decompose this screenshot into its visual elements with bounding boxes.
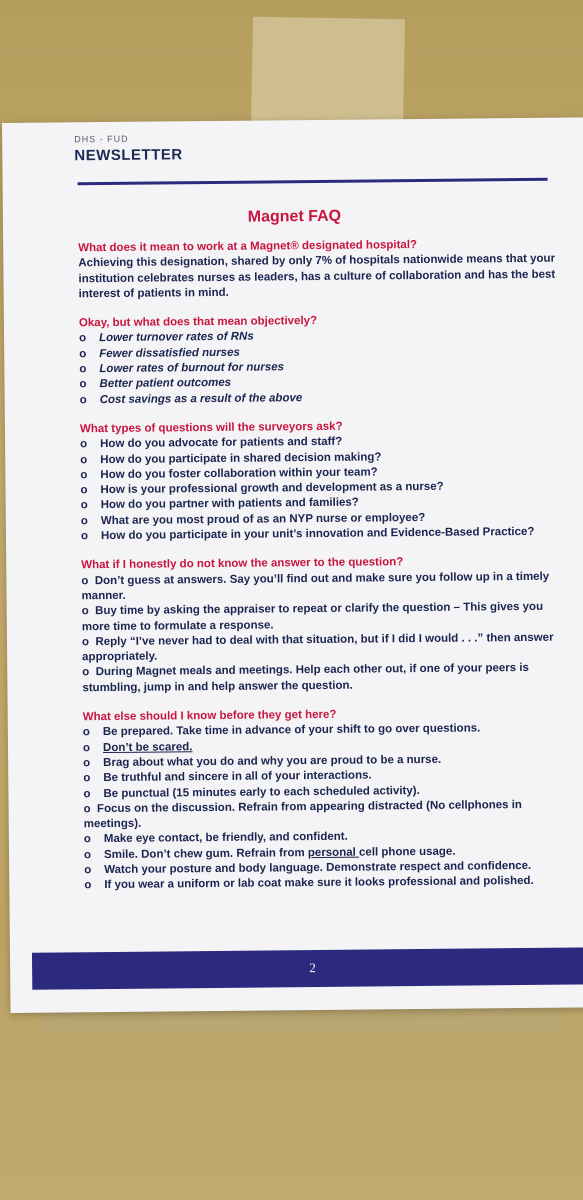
list-item: o How do you partner with patients and families? — [80, 497, 359, 512]
list-item: o Lower rates of burnout for nurses — [79, 361, 285, 376]
header-rule — [78, 178, 548, 186]
list-item: o How do you advocate for patients and staff? — [80, 436, 343, 451]
list-item: o Buy time by asking the appraiser to repeat or clarify the question – This gives you more time to formulate a response. — [81, 601, 544, 633]
list-item: o If you wear a uniform or lab coat make sure it looks professional and polished. — [84, 875, 534, 892]
list-item: o Focus on the discussion. Refrain from appearing distracted (No cellphones in meetings). — [83, 798, 522, 831]
list-item: o During Magnet meals and meetings. Help each other out, if one of your peers is stumbling, jump in and help answer the question. — [82, 662, 529, 694]
footer-bar — [32, 947, 583, 989]
faq-section-unknown-answer — [81, 554, 570, 696]
list-item: o Lower turnover rates of RNs — [79, 331, 254, 345]
list-item: o How do you participate in shared decision making? — [80, 450, 382, 466]
page-title: Magnet FAQ — [247, 207, 342, 226]
list-item: o Smile. Don’t chew gum. Refrain from personal cell phone usage. — [83, 845, 456, 861]
list-item: o How do you participate in your unit’s innovation and Evidence-Based Practice? — [80, 525, 535, 543]
masthead-department: DHS - FUD — [74, 133, 129, 145]
masthead-title: NEWSLETTER — [74, 146, 183, 165]
faq-answer: Achieving this designation, shared by only 7% of hospitals nationwide means that your institution celebrates nurses as leaders, has a culture of collaboration and has the best interest of patients in mind. — [78, 252, 556, 301]
faq-question: What else should I know before they get here? — [82, 708, 337, 724]
faq-section-surveyor-questions — [80, 418, 569, 545]
faq-section-designation — [78, 237, 567, 303]
list-item: o What are you most proud of as an NYP nurse or employee? — [80, 511, 426, 528]
list-item: o How do you foster collaboration within your team? — [80, 466, 378, 482]
page-number: 2 — [309, 960, 316, 976]
list-item: o Brag about what you do and why you are proud to be a nurse. — [83, 753, 442, 770]
list-item: o Be punctual (15 minutes early to each scheduled activity). — [83, 784, 420, 800]
list-item: o Make eye contact, be friendly, and confident. — [83, 831, 348, 846]
list-item: o Be truthful and sincere in all of your interactions. — [83, 769, 372, 785]
faq-question: What types of questions will the surveyors ask? — [79, 420, 343, 436]
list-item: o Reply “I’ve never had to deal with that situation, but if I did I would . . .” then answer appropriately. — [81, 631, 554, 664]
list-item: o Watch your posture and body language. Demonstrate respect and confidence. — [84, 859, 532, 877]
list-item: o Cost savings as a result of the above — [79, 391, 303, 406]
faq-question: What does it mean to work at a Magnet® designated hospital? — [78, 239, 418, 255]
list-item: o How is your professional growth and development as a nurse? — [80, 480, 444, 497]
list-item: o Don’t be scared. — [82, 740, 193, 754]
list-item: o Fewer dissatisfied nurses — [79, 346, 240, 361]
newsletter-page — [2, 117, 583, 1013]
list-item: o Don’t guess at answers. Say you’ll find out and make sure you follow up in a timely manner. — [81, 570, 550, 603]
faq-question: Okay, but what does that mean objectively? — [78, 315, 318, 330]
list-item: o Better patient outcomes — [79, 377, 232, 391]
faq-section-objectively — [79, 312, 568, 408]
list-item: o Be prepared. Take time in advance of your shift to go over questions. — [82, 722, 481, 739]
faq-question: What if I honestly do not know the answer to the question? — [81, 556, 404, 572]
tape-strip — [251, 17, 405, 128]
faq-section-before-visit — [83, 706, 573, 894]
faq-content — [78, 237, 572, 908]
